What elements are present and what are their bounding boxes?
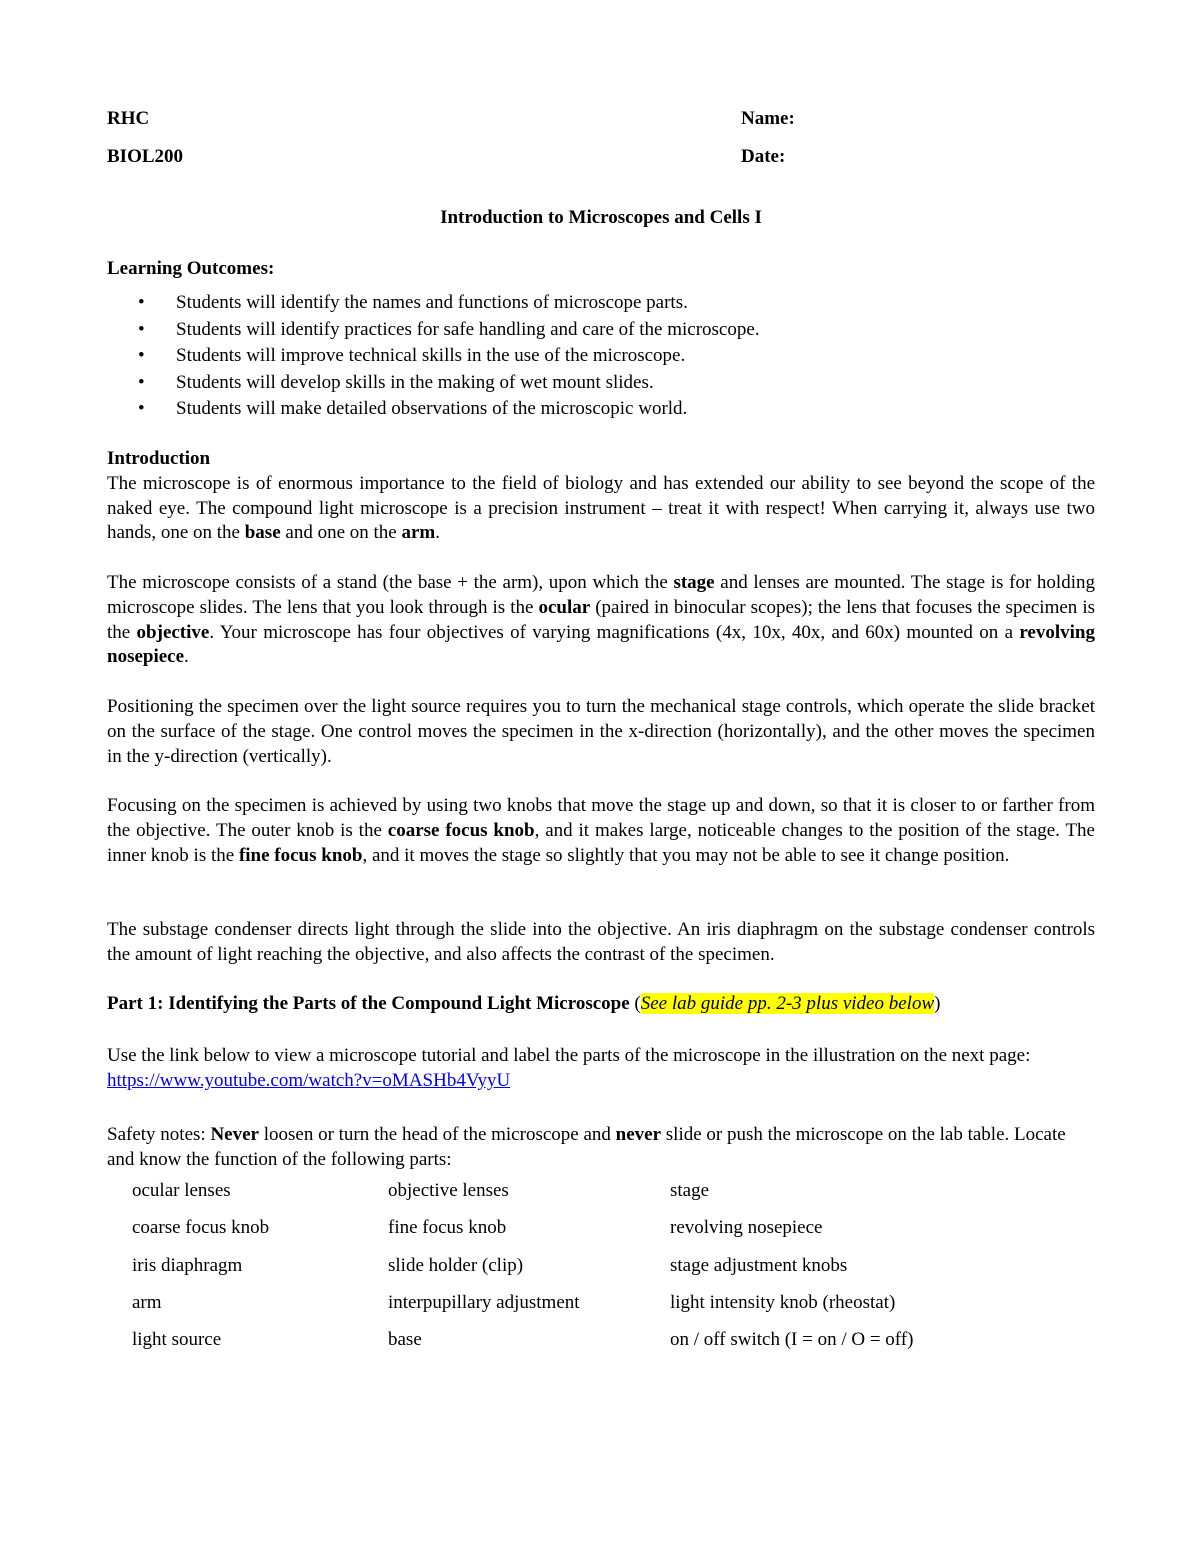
part1-title: Part 1: Identifying the Parts of the Compound Light Microscope [107, 993, 630, 1014]
term-ocular: ocular [538, 596, 591, 618]
table-cell: stage [670, 1180, 710, 1201]
intro-paragraph-3 [107, 695, 1095, 769]
instruction-text: Use the link below to view a microscope tutorial and label the parts of the microscope in the illustration on the next page: [107, 1045, 1031, 1066]
table-cell: base [388, 1329, 422, 1351]
bullet-icon: • [138, 292, 145, 313]
learning-outcomes-heading: Learning Outcomes: [107, 258, 275, 279]
intro-paragraph-2 [107, 571, 1095, 670]
text-run: . Your microscope has four objectives of varying magnifications (4x, 10x, 40x, and 60x) mounted on a [209, 621, 1020, 643]
term-arm: arm [401, 522, 436, 544]
bullet-icon: • [138, 398, 145, 419]
institution: RHC [107, 108, 150, 129]
intro-paragraph-5 [107, 918, 1095, 968]
text-run: and lenses are mounted. The stage is for holding microscope slides. The lens that you look through is the [107, 572, 1095, 618]
introduction-heading: Introduction [107, 448, 211, 469]
text-run: (paired in binocular scopes); the lens that focuses the specimen is the [107, 596, 1095, 643]
paragraph-text: Positioning the specimen over the light source requires you to turn the mechanical stage controls, which operate the slide bracket on the surface of the stage. One control moves the specimen in the x-direction (horizontally), and the other moves the specimen in the y-direction (vertically). [107, 696, 1095, 767]
term-fine-focus-knob: fine focus knob [238, 844, 363, 866]
learning-outcomes-list [107, 292, 760, 425]
youtube-tutorial-link[interactable]: https://www.youtube.com/watch?v=oMASHb4VyyU [107, 1069, 511, 1091]
outcome-text: Students will make detailed observations of the microscopic world. [176, 398, 688, 419]
part1-heading [107, 992, 1095, 1017]
microscope-parts-table [132, 1180, 970, 1366]
course-code: BIOL200 [107, 146, 184, 167]
term-coarse-focus-knob: coarse focus knob [387, 819, 535, 841]
table-cell: objective lenses [388, 1180, 509, 1201]
table-cell: slide holder (clip) [388, 1254, 524, 1276]
term-stage: stage [673, 572, 715, 593]
text-run: slide or push the microscope on the lab table. Locate and know the function of the following parts: [107, 1124, 1066, 1170]
intro-paragraph-4 [107, 794, 1095, 868]
name-label: Name: [741, 108, 795, 129]
text-run: Focusing on the specimen is achieved by using two knobs that move the stage up and down, so that it is closer to or farther from the objective. The outer knob is the [107, 795, 1095, 841]
list-item [107, 398, 760, 425]
bullet-icon: • [138, 318, 145, 340]
table-cell: interpupillary adjustment [388, 1291, 580, 1313]
table-cell: ocular lenses [132, 1180, 231, 1201]
outcome-text: Students will improve technical skills in the use of the microscope. [176, 345, 686, 366]
table-row [132, 1292, 970, 1329]
paren: ( [634, 993, 641, 1014]
list-item [107, 372, 760, 399]
bullet-icon: • [138, 371, 145, 393]
table-cell: arm [132, 1291, 162, 1313]
highlighted-note: See lab guide pp. 2-3 plus video below [640, 993, 935, 1014]
text-run: . [184, 646, 189, 668]
part1-instruction [107, 1044, 1095, 1094]
table-cell: revolving nosepiece [670, 1217, 823, 1239]
table-cell: fine focus knob [388, 1217, 507, 1239]
table-row [132, 1255, 970, 1292]
list-item [107, 345, 760, 372]
text-run: The microscope consists of a stand (the base + the arm), upon which the [107, 572, 674, 593]
text-run: , and it moves the stage so slightly that you may not be able to see it change position. [362, 844, 1010, 866]
list-item [107, 292, 760, 319]
safety-notes [107, 1123, 1095, 1173]
introduction-section [107, 447, 1095, 546]
table-cell: on / off switch (I = on / O = off) [670, 1329, 914, 1351]
table-row [132, 1180, 970, 1217]
emphasis-never: never [615, 1124, 662, 1145]
table-row [132, 1217, 970, 1254]
table-cell: stage adjustment knobs [670, 1254, 848, 1276]
outcome-text: Students will identify the names and functions of microscope parts. [176, 292, 688, 313]
paragraph-text: The substage condenser directs light through the slide into the objective. An iris diaphragm on the substage condenser controls the amount of light reaching the objective, and also affects the contrast of the specimen. [107, 919, 1095, 965]
paren: ) [934, 993, 941, 1014]
emphasis-never: Never [210, 1124, 259, 1145]
text-run: , and it makes large, noticeable changes to the position of the stage. The inner knob is the [107, 819, 1095, 866]
page-title: Introduction to Microscopes and Cells I [440, 207, 762, 228]
text-run: The microscope is of enormous importance to the field of biology and has extended our ability to see beyond the scope of the naked eye. The compound light microscope is a precision instrument – treat it with respect! When carrying it, always use two hands, one on the [107, 472, 1095, 544]
text-run: and one on the [280, 522, 402, 544]
table-row [132, 1329, 970, 1366]
table-cell: light intensity knob (rheostat) [670, 1291, 896, 1313]
term-revolving-nosepiece: revolving nosepiece [107, 621, 1095, 668]
outcome-text: Students will develop skills in the making of wet mount slides. [176, 371, 654, 393]
list-item [107, 319, 760, 346]
table-cell: iris diaphragm [132, 1254, 243, 1276]
text-run: loosen or turn the head of the microscope and [258, 1124, 616, 1145]
intro-paragraph-1 [107, 472, 1095, 546]
outcome-text: Students will identify practices for safe handling and care of the microscope. [176, 318, 760, 340]
date-label: Date: [741, 146, 786, 167]
table-cell: coarse focus knob [132, 1217, 270, 1239]
bullet-icon: • [138, 345, 145, 366]
term-objective: objective [136, 621, 210, 643]
text-run: . [435, 522, 440, 544]
term-base: base [244, 522, 281, 544]
table-cell: light source [132, 1329, 222, 1351]
text-run: Safety notes: [107, 1124, 211, 1145]
